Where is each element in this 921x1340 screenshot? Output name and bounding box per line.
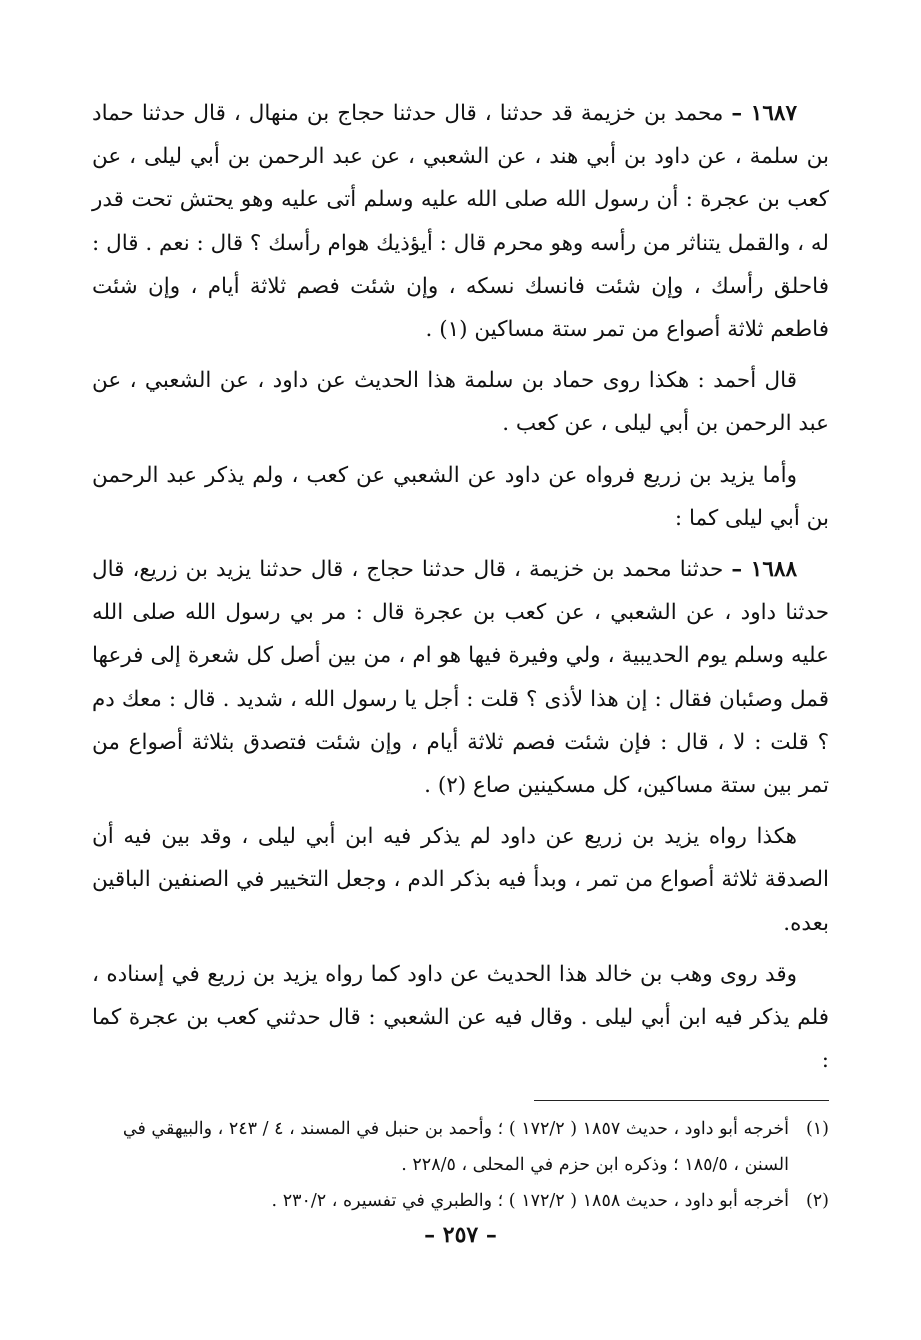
- hadith-1687: [92, 92, 829, 351]
- footnote-2: [92, 1183, 829, 1219]
- footnote-text: أخرجه أبو داود ، حديث ١٨٥٨ ( ١٧٢/٢ ) ؛ والطبري في تفسيره ، ٢٣٠/٢ .: [271, 1191, 789, 1212]
- hadith-number: ١٦٨٨ –: [731, 557, 797, 583]
- paragraph-yazid-explanation: هكذا رواه يزيد بن زريع عن داود لم يذكر فيه ابن أبي ليلى ، وقد بين فيه أن الصدقة ثلاثة أصواع من تمر ، وبدأ فيه بذكر الدم ، وجعل التخيير في الصنفين الباقين بعده.: [92, 824, 829, 936]
- footnote-1: [92, 1111, 829, 1183]
- paragraph-yazid-note: وأما يزيد بن زريع فرواه عن داود عن الشعبي عن كعب ، ولم يذكر عبد الرحمن بن أبي ليلى كما :: [92, 462, 829, 531]
- footnote-text: أخرجه أبو داود ، حديث ١٨٥٧ ( ١٧٢/٢ ) ؛ وأحمد بن حنبل في المسند ، ٤ / ٢٤٣ ، والبيهقي في السنن ، ١٨٥/٥ ؛ وذكره ابن حزم في المحلى ، ٢٢٨/٥ .: [122, 1119, 789, 1176]
- paragraph-ahmad-comment: قال أحمد : هكذا روى حماد بن سلمة هذا الحديث عن داود ، عن الشعبي ، عن عبد الرحمن بن أبي ليلى ، عن كعب .: [92, 368, 829, 437]
- hadith-1688: [92, 548, 829, 807]
- footnote-marker: (٢): [805, 1191, 829, 1212]
- footnote-marker: (١): [805, 1119, 829, 1140]
- paragraph-wahb-note: وقد روى وهب بن خالد هذا الحديث عن داود كما رواه يزيد بن زريع في إسناده ، فلم يذكر فيه ابن أبي ليلى . وقال فيه عن الشعبي : قال حدثني كعب بن عجرة كما :: [92, 961, 829, 1074]
- hadith-text: محمد بن خزيمة قد حدثنا ، قال حدثنا حجاج بن منهال ، قال حدثنا حماد بن سلمة ، عن داود بن أبي هند ، عن الشعبي ، عن عبد الرحمن بن أبي ليلى ، عن كعب بن عجرة : أن رسول الله صلى الله عليه وسلم أتى عليه وهو يحتش تحت قدر له ، والقمل يتناثر من رأسه وهو محرم قال : أيؤذيك هوام رأسك ؟ قال : نعم . قال : فاحلق رأسك ، وإن شئت فانسك نسكه ، وإن شئت فصم ثلاثة أيام ، وإن شئت فاطعم ثلاثة أصواع من تمر ستة مساكين (١) .: [92, 101, 829, 343]
- hadith-number: ١٦٨٧ –: [731, 101, 797, 126]
- footnote-separator-wrap: [92, 1100, 829, 1101]
- footnotes: [92, 1111, 829, 1219]
- footnote-separator: [534, 1100, 829, 1101]
- hadith-text: حدثنا محمد بن خزيمة ، قال حدثنا حجاج ، قال حدثنا يزيد بن زريع، قال حدثنا داود ، عن الشعبي ، عن كعب بن عجرة قال : مر بي رسول الله صلى الله عليه وسلم يوم الحديبية ، ولي وفيرة فيها هو ام ، من بين أصل كل شعرة إلى فرعها قمل وصئبان فقال : إن هذا لأذى ؟ قلت : أجل يا رسول الله ، شديد . قال : معك دم ؟ قلت : لا ، قال : فإن شئت فصم ثلاثة أيام ، وإن شئت فتصدق بثلاثة أصواع من تمر بين ستة مساكين، كل مسكينين صاع (٢) .: [92, 557, 829, 799]
- main-text: [92, 92, 829, 1082]
- page-number: – ٢٥٧ –: [424, 1222, 497, 1248]
